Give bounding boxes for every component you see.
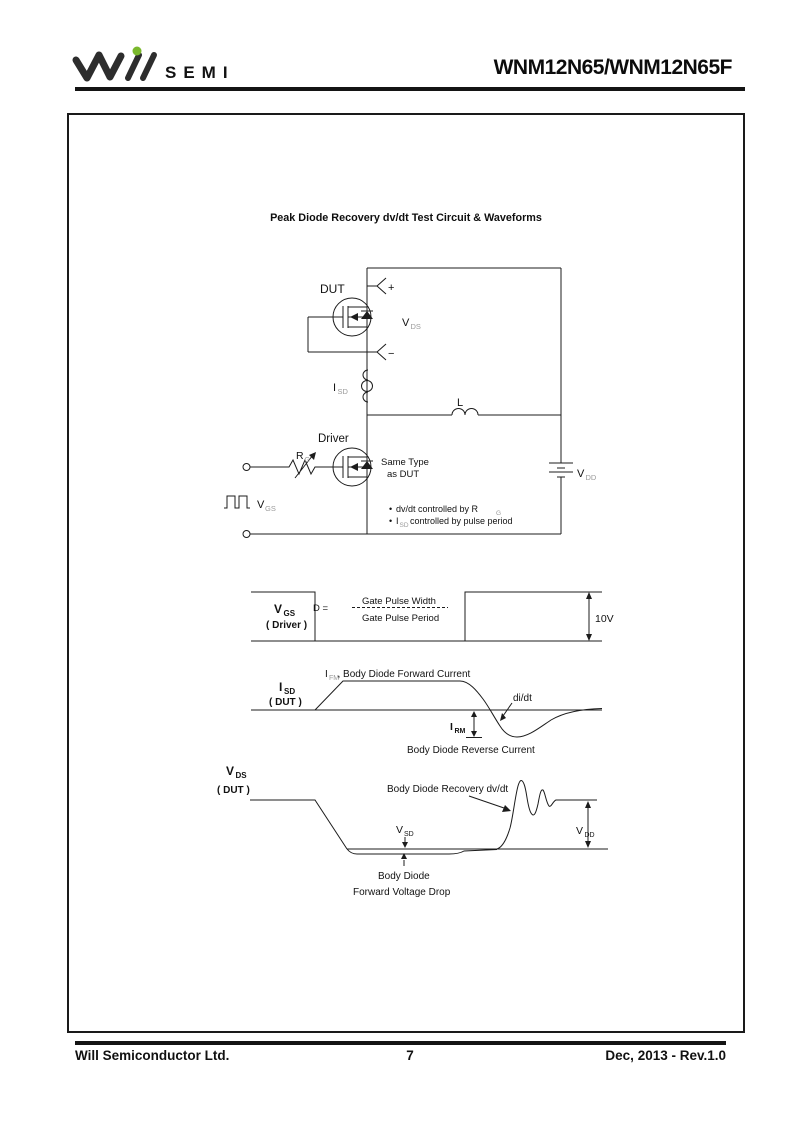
waveform-isd-dut [251, 669, 602, 756]
return-terminal [243, 531, 250, 538]
fwd-drop-line2: Forward Voltage Drop [353, 887, 451, 898]
same-type-line1: Same Type [381, 457, 429, 468]
vsd-label-sub: SD [404, 831, 414, 838]
note2-sub: SD [399, 522, 409, 529]
wf1-label-paren: ( Driver ) [266, 620, 308, 631]
dut-label: DUT [320, 282, 345, 296]
wf2-label: I [279, 680, 283, 694]
irm-arrowhead-down [471, 731, 477, 737]
wf3-label-sub: DS [235, 771, 247, 780]
forward-current-label: , Body Diode Forward Current [337, 669, 471, 680]
waveform-vgs-driver [251, 592, 614, 641]
rg-label: R [296, 450, 304, 462]
recovery-dvdt-label: Body Diode Recovery dv/dt [387, 784, 509, 795]
dut-substrate-arrow [350, 313, 358, 321]
vdd-label: V [577, 468, 585, 480]
arrowhead-down [586, 634, 592, 641]
vgs-source-label-sub: GS [265, 504, 276, 513]
irm-label-sub: RM [454, 728, 466, 735]
wf2-label-paren: ( DUT ) [269, 697, 302, 708]
gate-input-terminal [243, 464, 250, 471]
vdd-arrowhead-up [585, 801, 591, 808]
didt-arrowhead [500, 713, 506, 721]
part-number: WNM12N65/WNM12N65F [493, 56, 732, 79]
driver-mosfet-symbol [317, 448, 373, 486]
brand-semi: SEMI [165, 63, 235, 82]
recovery-arrow [469, 796, 504, 808]
recovery-arrowhead [502, 805, 511, 812]
wf1-label-sub: GS [283, 609, 296, 618]
note2-bullet: • [389, 516, 393, 526]
duty-denominator: Gate Pulse Period [362, 613, 440, 624]
circuit-diagram [224, 268, 597, 538]
same-type-line2: as DUT [387, 469, 420, 480]
dut-mosfet-symbol [308, 298, 373, 352]
ifm-label-sub: FM [329, 675, 340, 682]
ifm-label: I [325, 669, 328, 680]
irm-arrowhead-up [471, 711, 477, 717]
footer-date-revision: Dec, 2013 - Rev.1.0 [605, 1048, 726, 1063]
vdd-label-sub: DD [585, 473, 597, 482]
inductor-icon [452, 409, 478, 415]
duty-numerator: Gate Pulse Width [362, 596, 436, 607]
wf3-vdd-label: V [576, 825, 584, 837]
page-number: 7 [406, 1048, 414, 1063]
wf1-label: V [274, 602, 283, 616]
note2-i: I [396, 516, 399, 526]
note2-text: controlled by pulse period [410, 516, 513, 526]
level-10v: 10V [595, 613, 614, 625]
vsd-label: V [396, 824, 404, 836]
vsd-arrowhead-down [402, 842, 408, 848]
irm-label: I [450, 721, 453, 733]
duty-eq: D = [313, 603, 329, 614]
figure-title: Peak Diode Recovery dv/dt Test Circuit & Waveforms [270, 212, 542, 224]
waveform-vds-dut [217, 764, 608, 898]
battery-icon [549, 463, 573, 477]
footer-company: Will Semiconductor Ltd. [75, 1048, 230, 1063]
vds-label: V [402, 317, 410, 329]
wf3-top-and-ramp [250, 800, 347, 849]
wf3-label-paren: ( DUT ) [217, 785, 250, 796]
inductor-label: L [457, 397, 464, 409]
vds-label-sub: DS [410, 322, 421, 331]
isd-label: I [333, 382, 337, 394]
arrowhead-up [586, 592, 592, 599]
circuit-wires [250, 268, 561, 534]
fwd-drop-line1: Body Diode [378, 871, 430, 882]
vdd-arrowhead-down [585, 841, 591, 848]
wf3-vdd-label-sub: DD [584, 832, 595, 839]
didt-label: di/dt [513, 693, 532, 704]
vsd-pointer-arrows [404, 837, 405, 866]
wf2-label-sub: SD [284, 687, 296, 696]
rg-label-sub: G [304, 457, 310, 464]
driver-label: Driver [318, 433, 349, 445]
wf3-label: V [226, 764, 235, 778]
dut-mosfet-lines [308, 306, 373, 352]
pulse-train-icon [224, 496, 250, 508]
wf3-recovery-ringing [497, 780, 597, 849]
reverse-current-label: Body Diode Reverse Current [407, 745, 535, 756]
vgs-source-label: V [257, 499, 265, 511]
footer-rule [75, 1041, 726, 1045]
plus-sign: + [388, 282, 395, 294]
note1-sub: G [496, 510, 502, 517]
isd-label-sub: SD [337, 387, 348, 396]
wf3-diode-drop [347, 849, 497, 854]
note1-text: dv/dt controlled by R [396, 504, 479, 514]
note1-bullet: • [389, 504, 393, 514]
driver-substrate-arrow [350, 463, 358, 471]
minus-sign: − [388, 348, 395, 360]
